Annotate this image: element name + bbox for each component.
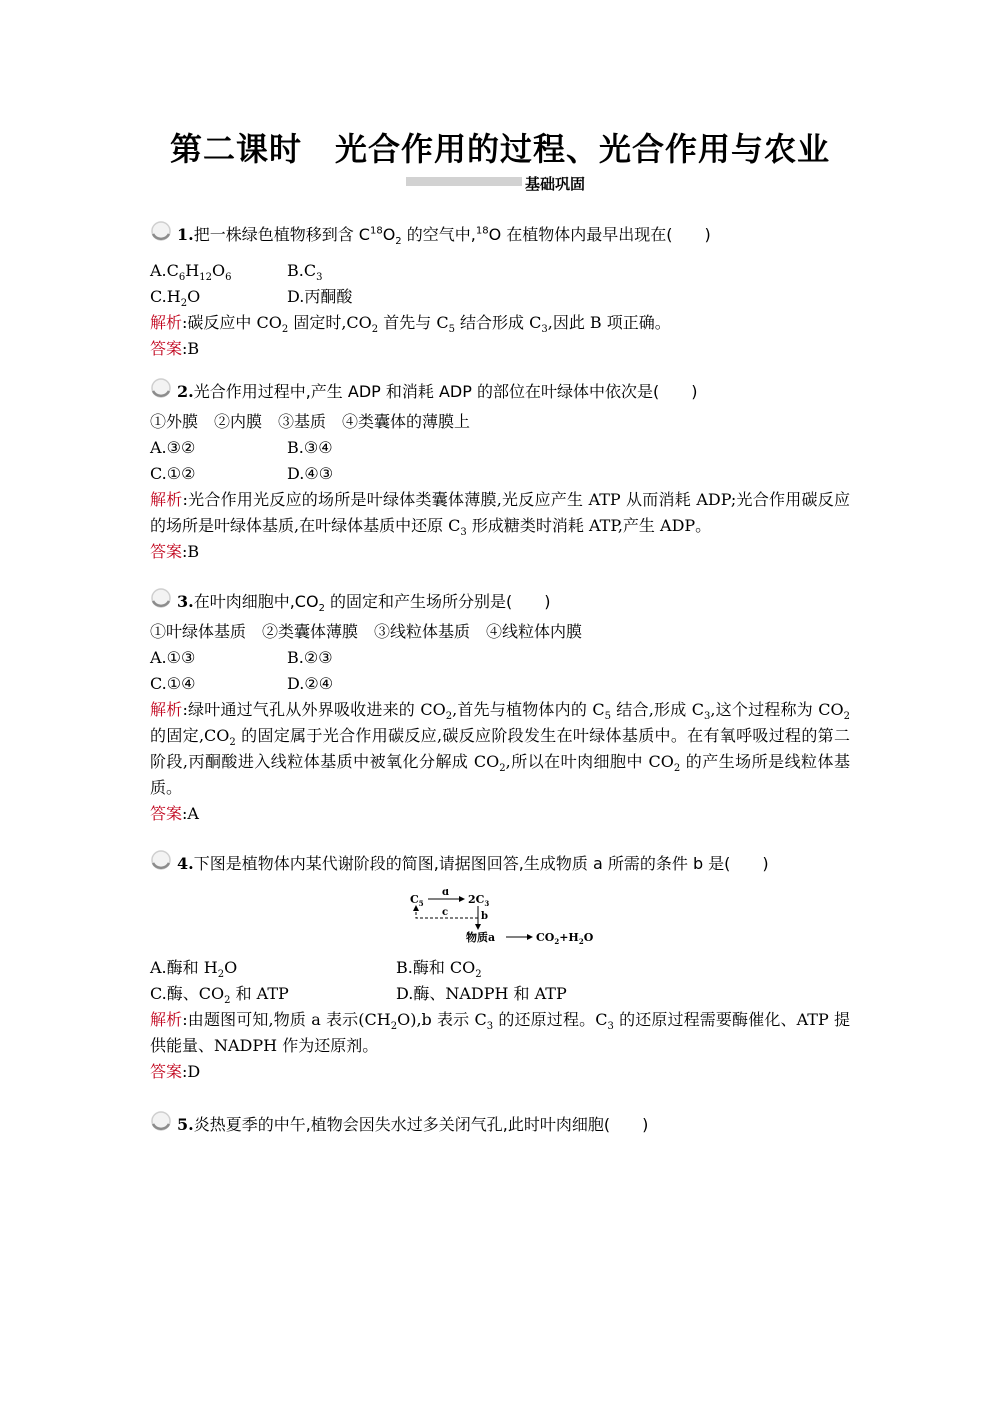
question-5	[150, 1108, 850, 1138]
option-c: C.酶、$CO_2$ 和 ATP	[150, 984, 289, 1007]
question-stem: 2.光合作用过程中,产生 ADP 和消耗 ADP 的部位在叶绿体中依次是( )	[177, 382, 698, 401]
answer: 答案:B	[150, 542, 200, 561]
answer: 答案:B	[150, 339, 200, 358]
question-marker-icon	[150, 849, 172, 871]
answer: 答案:D	[150, 1062, 201, 1081]
analysis: 解析:由题图可知,物质 a 表示$(CH_2O),b$ 表示 $C_3$ 的还原过程。$C_3$ 的还原过程需要酶催化、ATP 提供能量、NADPH 作为还原剂。	[150, 1010, 850, 1055]
option-d: D.②④	[287, 674, 334, 693]
analysis: 解析:绿叶通过气孔从外界吸收进来的 $CO_2$,首先与植物体内的 $C_5$ 结合,形成 $C_3$,这个过程称为 $CO_2$ 的固定$,CO_2$ 的固定属于光合作用碳反应,碳反应阶段发生在叶绿体基质中。在有氧呼吸过程的第二阶段,丙酮酸进入线粒体基质中被氧化分解成 $CO_2$,所以在叶肉细胞中 $CO_2$ 的产生场所是线粒体基质。	[150, 700, 850, 797]
option-c: C.①②	[150, 464, 196, 483]
question-stem: 4.下图是植物体内某代谢阶段的简图,请据图回答,生成物质 a 所需的条件 b 是( )	[177, 854, 769, 873]
page-title: 第二课时 光合作用的过程、光合作用与农业	[169, 130, 830, 168]
label-c: c	[442, 907, 449, 918]
option-a: A.③②	[150, 438, 196, 457]
option-c: $C.H_2O$	[150, 287, 201, 310]
option-c: C.①④	[150, 674, 196, 693]
items: ①外膜 ②内膜 ③基质 ④类囊体的薄膜上	[150, 412, 471, 431]
diagram-matter-a: 物质a	[466, 931, 496, 944]
diagram-c5: $C_5$	[410, 893, 424, 908]
analysis: 解析:光合作用光反应的场所是叶绿体类囊体薄膜,光反应产生 ATP 从而消耗 ADP;光合作用碳反应的场所是叶绿体基质,在叶绿体基质中还原 $C_3$ 形成糖类时消耗 ATP,产生 ADP。	[150, 490, 850, 539]
option-b: $B.C_3$	[287, 261, 323, 284]
question-2	[150, 375, 850, 565]
question-stem: 1.把一株绿色植物移到含 $C^{18}O_2$ 的空气中,$^{18}$O 在植物体内最早出现在( )	[177, 225, 711, 248]
question-3	[150, 585, 850, 827]
option-a: $A.C_6H_{12}O_6$	[150, 261, 232, 284]
question-marker-icon	[150, 587, 172, 609]
metabolism-diagram	[150, 889, 850, 947]
question-4	[150, 847, 850, 1085]
question-stem: 3.在叶肉细胞中$,CO_2$ 的固定和产生场所分别是( )	[177, 592, 551, 615]
answer: 答案:A	[150, 804, 199, 823]
section-label: 基础巩固	[525, 175, 586, 193]
option-d: D.酶、NADPH 和 ATP	[396, 984, 567, 1003]
diagram-c3: $2C_3$	[468, 893, 490, 908]
label-b: b	[481, 911, 488, 922]
option-a: A.①③	[150, 648, 196, 667]
section-bar	[406, 177, 522, 186]
option-a: A.酶和 $H_2O$	[150, 958, 238, 981]
question-stem: 5.炎热夏季的中午,植物会因失水过多关闭气孔,此时叶肉细胞( )	[177, 1115, 649, 1134]
option-d: D.④③	[287, 464, 334, 483]
items: ①叶绿体基质 ②类囊体薄膜 ③线粒体基质 ④线粒体内膜	[150, 622, 583, 641]
option-d: D.丙酮酸	[287, 287, 353, 306]
question-1	[150, 218, 850, 362]
option-b: B.③④	[287, 438, 333, 457]
question-marker-icon	[150, 377, 172, 399]
option-b: B.②③	[287, 648, 333, 667]
question-marker-icon	[150, 1110, 172, 1132]
analysis: 解析:碳反应中 $CO_2$ 固定时$,CO_2$ 首先与 $C_5$ 结合形成 $C_3$,因此 B 项正确。	[150, 313, 671, 336]
diagram-products: $CO_2+H_2O$	[536, 931, 594, 946]
option-b: B.酶和 $CO_2$	[396, 958, 482, 981]
question-marker-icon	[150, 220, 172, 242]
label-d: d	[442, 889, 449, 898]
